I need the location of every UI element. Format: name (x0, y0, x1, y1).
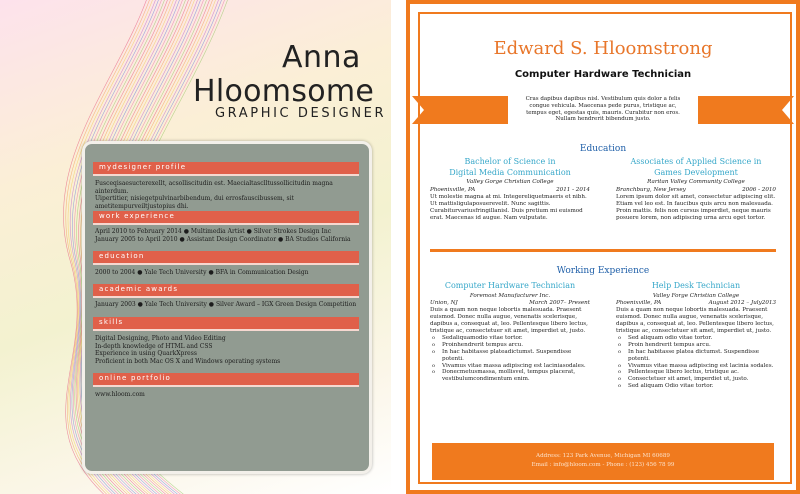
ribbon-right (698, 96, 794, 124)
bullet-list (616, 335, 776, 390)
list-item: o Vivamus vitae massa adipiscing est laciniasodales. (442, 363, 590, 370)
list-item: o Proinhendrerit tempus arcu. (442, 342, 590, 349)
education-entry-1 (430, 157, 590, 221)
location-dates: Phoenixville, PA 2011 - 2014 (430, 186, 590, 193)
page-body (410, 4, 796, 490)
section-profile (93, 162, 359, 176)
job-role: Help Desk Technician (651, 281, 741, 290)
last-name: Hloomsome (193, 74, 375, 109)
job-role: Computer Hardware Technician (444, 281, 576, 290)
list-item: o Proin hendrerit tempus arcu. (628, 342, 776, 349)
summary-text: Cras dapibus dapibus nisl. Vestibulum quis dolor a felis congue vehicula. Maecenas pede purus, tristique ac, tempus eget, egestas quis, mauris. Curabitur non eros. Nullam hendrerit bibendum justo. (525, 96, 681, 123)
work-heading: Working Experience (556, 266, 650, 276)
address: Address: 123 Park Avenue, Michigan MI 60689 (536, 453, 670, 459)
section-heading: education (99, 252, 145, 260)
portfolio-link[interactable]: www.hloom.com (95, 391, 145, 398)
role-title: GRAPHIC DESIGNER (215, 106, 387, 121)
list-item: o Sed aliquam odio vitae tortor. (628, 335, 776, 342)
list-item: o Vivamus vitae massa adipiscing est lacinia sodales. (628, 363, 776, 370)
description: Lorem ipsum dolor sit amet, consectetur adipiscing elit. Etiam vel leo est. In faucibus quis arcu non malesuada. Proin mattis. felis non cursus imperdiet, neque mauris posuere lorem, non adipiscing urna arcu eget tortor. (616, 193, 776, 221)
location-dates: Union, NJ March 2007– Present (430, 300, 590, 307)
section-skills (93, 317, 359, 331)
school: Valley Gorge Christian College (466, 179, 554, 185)
section-portfolio (93, 373, 359, 387)
location-dates: Branchburg, New Jersey 2006 - 2010 (616, 186, 776, 193)
degree-title: Associates of Applied Science in Games Development (630, 157, 762, 177)
description: Duis a quam non neque lobortis malesuada. Praesent euismod. Donec nulla augue, venenatis scelerisque, dapibus a, consequat at, leo. Pellentesque libero lectus, tristique ac, consectetuer sit amet, imperdiet ut, justo. (616, 307, 774, 335)
company: Valley Forge Christian College (652, 292, 740, 299)
candidate-name: Edward S. Hloomstrong (493, 38, 713, 59)
profile-text: Fusceqisaesucterexellt, acsolliscitudin est. Maecialtasclltussollicitudin magna ainterdum. Uipertitier, nisiegetpulvinarbibendum, dui errosfauscibussem, sit ametitempurveiltjustopius dhi. (95, 180, 333, 210)
section-heading: skills (99, 318, 124, 326)
degree-title: Bachelor of Science in Digital Media Communication (449, 157, 571, 177)
candidate-title: Computer Hardware Technician (514, 69, 692, 80)
education-text: 2000 to 2004 ● Yale Tech University ● BFA in Communication Design (95, 269, 309, 276)
section-awards (93, 284, 359, 298)
page-frame (418, 12, 792, 484)
location-dates: Phoenixville, PA August 2012 – July2013 (616, 300, 776, 307)
email-phone: Email : info@hloom.com - Phone : (123) 456 78 99 (531, 462, 675, 468)
section-heading: online portfolio (99, 374, 172, 382)
work-entry-1 (430, 281, 590, 383)
list-item: o Donecmetusmassa, mollisvel, tempus placerat, vestibulumcondimentum enim. (442, 369, 590, 383)
info-panel (82, 141, 372, 474)
bullet-list (430, 335, 590, 383)
section-heading: work experience (99, 212, 175, 220)
company: Foremost Manufacturer Inc. (469, 292, 551, 299)
work-entry-2 (616, 281, 776, 390)
section-work (93, 211, 359, 225)
list-item: o Sed aliquam Odio vitae tortor. (628, 383, 776, 390)
awards-text: January 2003 ● Yale Tech University ● Silver Award – IGX Green Design Competition (95, 301, 357, 308)
right-resume-page (406, 0, 800, 494)
list-item: o In hac habitasse plateadictumst. Suspendisse potenti. (442, 349, 590, 363)
ribbon-left (412, 96, 508, 124)
description: Ut molestie magna at mi. Integereliquetmaeris et nibh. Ut mattisligulaposuerevelit. Nunc sagittis. Curabiturvariusfringillanisl. Duis pretium mi euismod erat. Maecenas id augue. Nam vulputate. (430, 193, 587, 221)
education-entry-2 (616, 157, 776, 221)
school: Raritan Valley Community College (647, 179, 745, 185)
description: Duis a quam non neque lobortis malesuada. Praesent euismod. Donec nulla augue, venenatis scelerisque, dapibus a, consequat at, leo. Pellentesque libero lectus, tristique ac, consectetuer sit amet, imperdiet ut, justo. (430, 307, 588, 335)
left-resume-page (0, 0, 391, 494)
footer-contact (432, 452, 774, 470)
education-heading: Education (579, 144, 627, 154)
list-item: o In hac habitasse platea dictumst. Suspendisse potenti. (628, 349, 776, 363)
section-education (93, 251, 359, 265)
skills-text: Digital Designing, Photo and Video Editing In-depth knowledge of HTML and CSS Experience in using QuarkXpress Proficient in both Mac OS X and Windows operating systems (95, 335, 281, 365)
list-item: o Pellentesque libero lectus, tristique ac. (628, 369, 776, 376)
list-item: o Consectetuer sit amet, imperdiet ut, justo. (628, 376, 776, 383)
section-divider (430, 249, 776, 252)
work-text: April 2010 to February 2014 ● Multimedia Artist ● Silver Strokes Design Inc January 2005 to April 2010 ● Assistant Design Coordinator ● BA Studios California (95, 228, 351, 243)
section-heading: academic awards (99, 285, 179, 293)
section-heading: mydesigner profile (99, 163, 187, 171)
first-name: Anna (282, 40, 361, 75)
list-item: o Sedaliquamodio vitae tortor. (442, 335, 590, 342)
